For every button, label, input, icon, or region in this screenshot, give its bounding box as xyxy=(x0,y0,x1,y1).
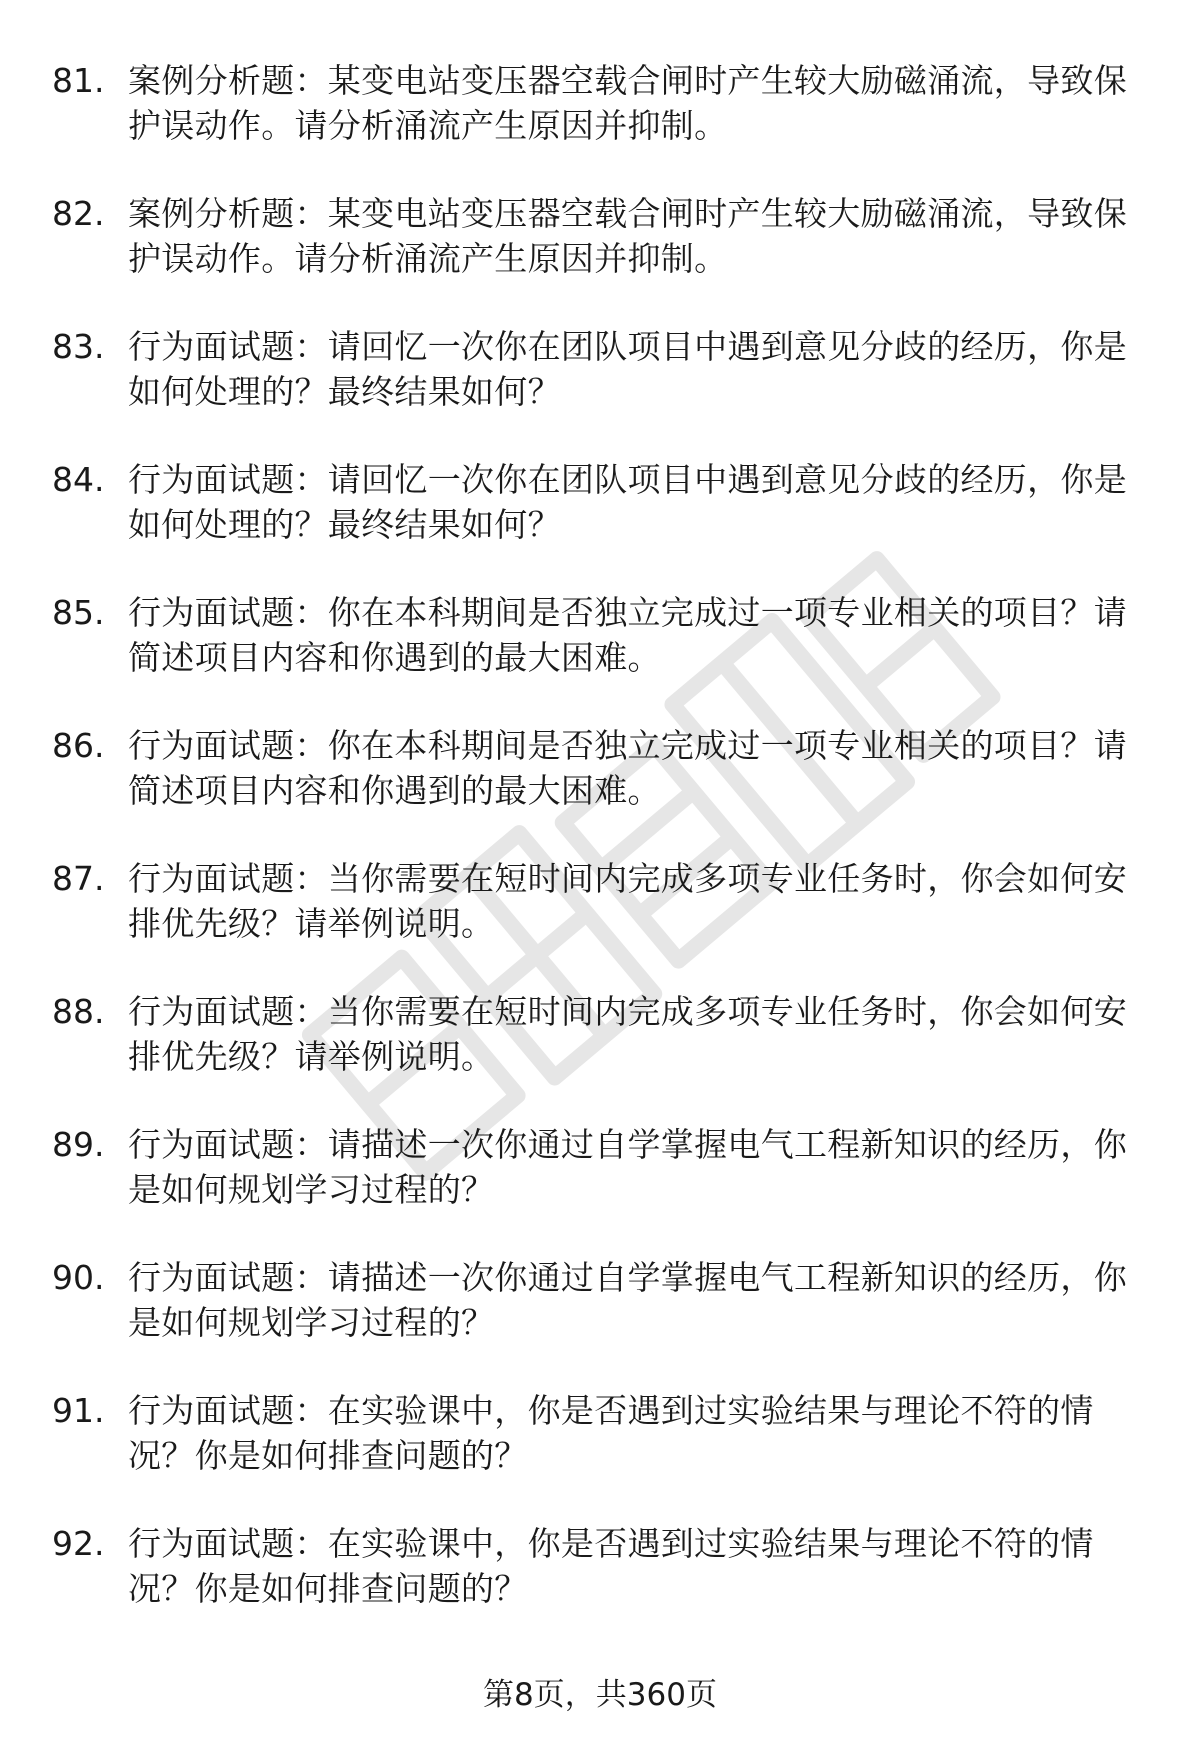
question-text: 行为面试题：你在本科期间是否独立完成过一项专业相关的项目？请简述项目内容和你遇到的最大困难。 xyxy=(128,726,1127,810)
question-item xyxy=(52,58,1152,191)
question-number: 90. xyxy=(52,1258,105,1297)
question-text: 行为面试题：请描述一次你通过自学掌握电气工程新知识的经历，你是如何规划学习过程的？ xyxy=(128,1125,1127,1209)
question-item xyxy=(52,590,1152,723)
question-text: 案例分析题：某变电站变压器空载合闸时产生较大励磁涌流，导致保护误动作。请分析涌流产生原因并抑制。 xyxy=(128,194,1127,278)
question-item xyxy=(52,723,1152,856)
question-number: 83. xyxy=(52,327,105,366)
question-item xyxy=(52,856,1152,989)
question-item xyxy=(52,1388,1152,1521)
question-item xyxy=(52,191,1152,324)
question-list xyxy=(52,58,1152,1654)
question-number: 87. xyxy=(52,859,105,898)
question-number: 84. xyxy=(52,460,105,499)
question-text: 行为面试题：请回忆一次你在团队项目中遇到意见分歧的经历，你是如何处理的？最终结果如何？ xyxy=(128,327,1127,411)
question-item xyxy=(52,1521,1152,1654)
question-number: 88. xyxy=(52,992,105,1031)
question-item xyxy=(52,1255,1152,1388)
question-item xyxy=(52,1122,1152,1255)
question-text: 行为面试题：请回忆一次你在团队项目中遇到意见分歧的经历，你是如何处理的？最终结果如何？ xyxy=(128,460,1127,544)
question-item xyxy=(52,324,1152,457)
page-footer: 第8页，共360页 xyxy=(483,1677,717,1713)
question-item xyxy=(52,457,1152,590)
question-number: 91. xyxy=(52,1391,105,1430)
question-text: 行为面试题：当你需要在短时间内完成多项专业任务时，你会如何安排优先级？请举例说明。 xyxy=(128,859,1127,943)
question-text: 案例分析题：某变电站变压器空载合闸时产生较大励磁涌流，导致保护误动作。请分析涌流产生原因并抑制。 xyxy=(128,61,1127,145)
question-text: 行为面试题：你在本科期间是否独立完成过一项专业相关的项目？请简述项目内容和你遇到的最大困难。 xyxy=(128,593,1127,677)
question-text: 行为面试题：在实验课中，你是否遇到过实验结果与理论不符的情况？你是如何排查问题的？ xyxy=(128,1524,1094,1608)
question-text: 行为面试题：在实验课中，你是否遇到过实验结果与理论不符的情况？你是如何排查问题的？ xyxy=(128,1391,1094,1475)
question-number: 92. xyxy=(52,1524,105,1563)
question-text: 行为面试题：当你需要在短时间内完成多项专业任务时，你会如何安排优先级？请举例说明。 xyxy=(128,992,1127,1076)
question-number: 85. xyxy=(52,593,105,632)
question-number: 86. xyxy=(52,726,105,765)
question-number: 81. xyxy=(52,61,105,100)
question-text: 行为面试题：请描述一次你通过自学掌握电气工程新知识的经历，你是如何规划学习过程的？ xyxy=(128,1258,1127,1342)
question-number: 82. xyxy=(52,194,105,233)
question-number: 89. xyxy=(52,1125,105,1164)
question-item xyxy=(52,989,1152,1122)
